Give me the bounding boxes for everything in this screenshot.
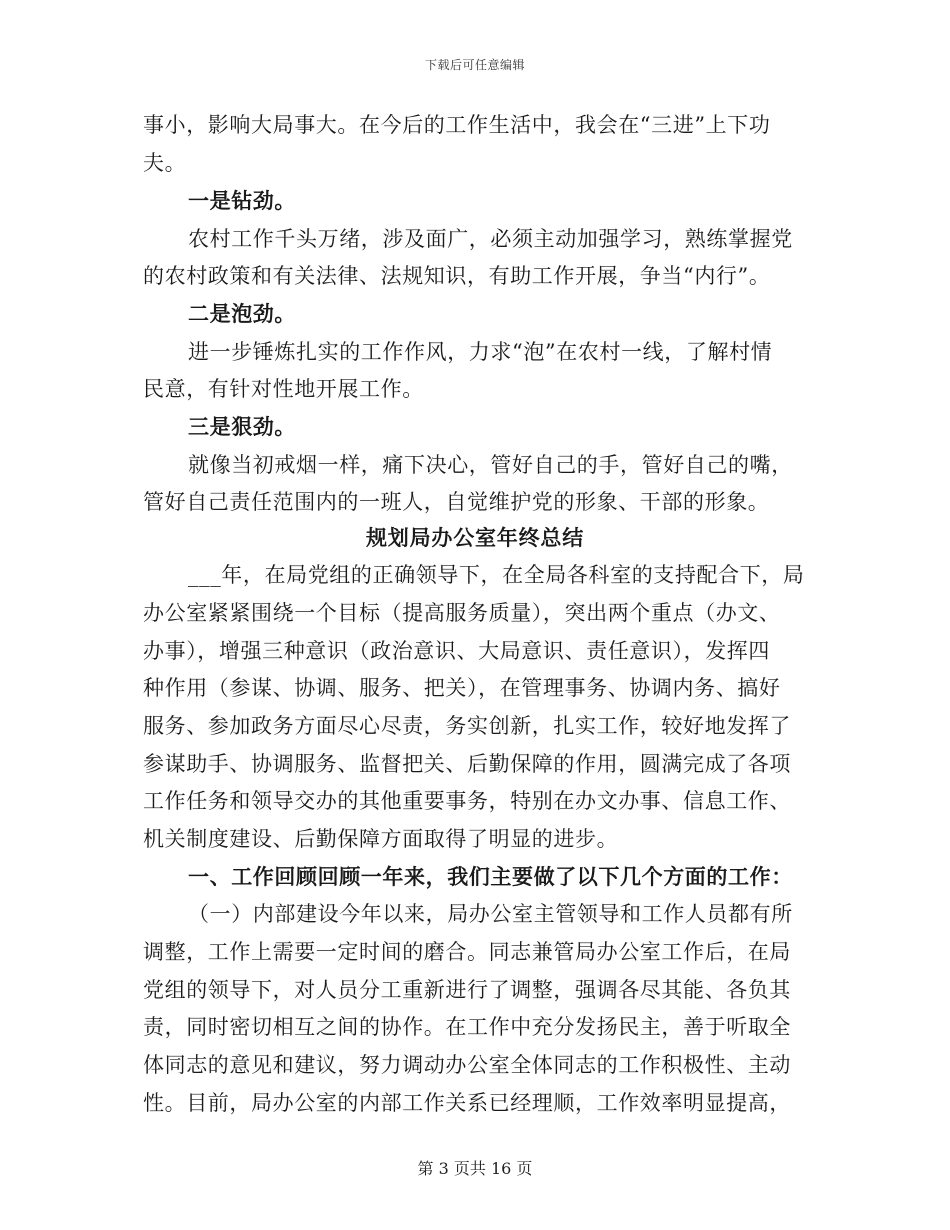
body-line: 服务、参加政务方面尽心尽责，务实创新，扎实工作，较好地发挥了 [143,714,791,738]
body-line: 的农村政策和有关法律、法规知识，有助工作开展，争当“内行”。 [143,264,771,288]
body-line: 体同志的意见和建议，努力调动办公室全体同志的工作积极性、主动 [143,1053,791,1077]
body-line: 工作任务和领导交办的其他重要事务，特别在办文办事、信息工作、 [143,789,791,813]
body-line: 责，同时密切相互之间的协作。在工作中充分发扬民主，善于听取全 [143,1015,791,1039]
document-title: 规划局办公室年终总结 [366,525,584,550]
body-line: 办事），增强三种意识（政治意识、大局意识、责任意识），发挥四 [143,639,770,663]
body-line: 调整，工作上需要一定时间的磨合。同志兼管局办公室工作后，在局 [143,940,791,964]
section-heading: 二是泡劲。 [188,301,296,326]
section-heading: 三是狠劲。 [188,414,296,439]
body-line: 党组的领导下，对人员分工重新进行了调整，强调各尽其能、各负其 [143,978,791,1002]
page-footer: 第 3 页共 16 页 [417,1159,533,1178]
body-line: 参谋助手、协调服务、监督把关、后勤保障的作用，圆满完成了各项 [143,752,791,776]
body-line: 机关制度建设、后勤保障方面取得了明显的进步。 [143,827,619,851]
body-line: 事小，影响大局事大。在今后的工作生活中，我会在“三进”上下功 [143,113,771,137]
body-line: 种作用（参谋、协调、服务、把关），在管理事务、协调内务、搞好 [143,676,781,700]
section-heading: 一、工作回顾回顾一年来，我们主要做了以下几个方面的工作： [188,864,793,889]
body-line: ___年，在局党组的正确领导下，在全局各科室的支持配合下，局 [188,563,805,587]
section-heading: 一是钻劲。 [188,188,296,213]
body-line: 进一步锤炼扎实的工作作风，力求“泡”在农村一线，了解村情 [188,340,773,364]
page-header: 下载后可任意编辑 [424,58,525,72]
body-line: 办公室紧紧围绕一个目标（提高服务质量），突出两个重点（办文、 [143,601,781,625]
body-line: 夫。 [143,151,187,175]
body-line: 管好自己责任范围内的一班人，自觉维护党的形象、干部的形象。 [143,490,770,514]
body-line: （一）内部建设今年以来，局办公室主管领导和工作人员都有所 [188,902,793,926]
body-line: 民意，有针对性地开展工作。 [143,377,424,401]
body-line: 就像当初戒烟一样，痛下决心，管好自己的手，管好自己的嘴， [188,453,793,477]
body-line: 农村工作千头万绪，涉及面广，必须主动加强学习，熟练掌握党 [188,227,793,251]
body-line: 性。目前，局办公室的内部工作关系已经理顺，工作效率明显提高， [143,1091,791,1115]
